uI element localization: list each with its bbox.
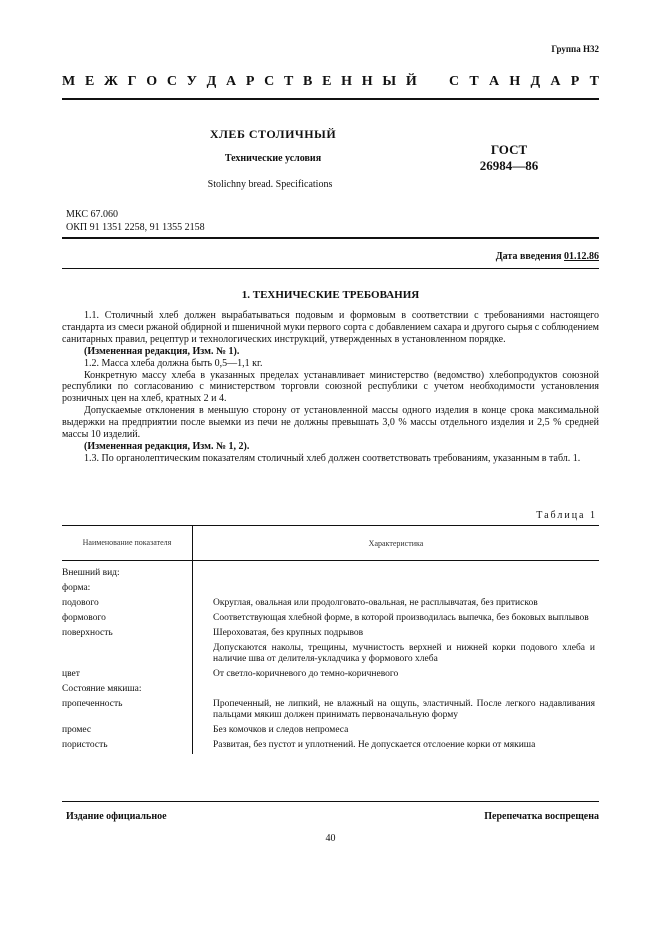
classification-codes — [66, 208, 205, 234]
banner-letter: С — [166, 74, 177, 89]
organoleptic-table — [62, 525, 599, 754]
table-row — [62, 668, 599, 683]
banner-letter: Р — [245, 74, 255, 89]
indicator-cell: пористость — [62, 739, 193, 754]
characteristic-cell: Соответствующая хлебной форме, в которой производилась выпечка, без боковых выплывов — [213, 613, 589, 623]
table-row — [62, 739, 599, 754]
banner-word-standard — [449, 74, 599, 90]
clause-paragraph: 1.2. Масса хлеба должна быть 0,5—1,1 кг. — [84, 357, 263, 369]
section-heading: 1. ТЕХНИЧЕСКИЕ ТРЕБОВАНИЯ — [241, 289, 420, 301]
reprint-prohibited-note: Перепечатка воспрещена — [484, 811, 599, 822]
banner-letter: Й — [405, 74, 417, 89]
banner-letter: Ы — [382, 74, 397, 89]
indicator-cell: форма: — [62, 582, 193, 597]
amendment-note: (Измененная редакция, Изм. № 1, 2). — [84, 440, 250, 452]
indicator-cell: подового — [62, 597, 193, 612]
banner-letter: Т — [283, 74, 294, 89]
indicator-cell — [62, 642, 193, 668]
intro-date-value: 01.12.86 — [564, 251, 599, 262]
banner-letter: А — [550, 74, 561, 89]
gost-number: 26984—86 — [479, 158, 539, 173]
characteristic-cell — [193, 582, 600, 597]
clause-paragraph: Допускаемые отклонения в меньшую сторону от установленной массы одного изделия в конце срока максимальной выдержки на предприятии после выемки из печи не должны превышать 3,0 % массы отдельного изделия и 2,5 % средней массы 10 изделий. — [62, 405, 599, 441]
indicator-cell: цвет — [62, 668, 193, 683]
intro-date-label: Дата введения — [495, 251, 564, 262]
characteristic-cell: Округлая, овальная или продолговато-овальная, не расплывчатая, без притисков — [213, 598, 538, 608]
okp-code: ОКП 91 1351 2258, 91 1355 2158 — [66, 222, 205, 233]
banner-letter: Т — [469, 74, 479, 89]
codes-rule — [62, 237, 599, 239]
amendment-note: (Измененная редакция, Изм. № 1). — [84, 345, 240, 357]
characteristic-cell: Развитая, без пустот и уплотнений. Не допускается отслоение корки от мякиша — [213, 740, 536, 750]
characteristic-cell: Шероховатая, без крупных подрывов — [213, 628, 364, 638]
banner-letter: С — [264, 74, 275, 89]
banner-letter: В — [303, 74, 313, 89]
banner-letter: Р — [570, 74, 580, 89]
official-edition-note: Издание официальное — [66, 811, 167, 822]
characteristic-cell: Без комочков и следов непромеса — [213, 725, 349, 735]
table-row — [62, 582, 599, 597]
table-header-row — [62, 526, 599, 561]
banner-letter: Н — [361, 74, 373, 89]
english-title: Stolichny bread. Specifications — [207, 179, 333, 190]
group-code: Группа Н32 — [551, 44, 599, 54]
table-label: Таблица 1 — [536, 510, 597, 521]
banner-letter: С — [449, 74, 460, 89]
indicator-cell: формового — [62, 612, 193, 627]
table-row — [62, 683, 599, 698]
indicator-cell: промес — [62, 724, 193, 739]
indicator-cell: поверхность — [62, 627, 193, 642]
characteristic-cell: Пропеченный, не липкий, не влажный на ощупь, эластичный. После легкого надавливания пальцами мякиш должен принимать первоначальную форму — [213, 699, 595, 720]
indicator-cell: Внешний вид: — [62, 561, 193, 583]
characteristic-cell: От светло-коричневого до темно-коричневого — [213, 669, 399, 679]
banner-letter: Ж — [104, 74, 118, 89]
table-row — [62, 642, 599, 668]
indicator-cell: Состояние мякиша: — [62, 683, 193, 698]
col-header-indicator: Наименование показателя — [62, 526, 193, 561]
table-row — [62, 627, 599, 642]
banner-letter: Н — [341, 74, 353, 89]
table-row — [62, 724, 599, 739]
document-title: ХЛЕБ СТОЛИЧНЫЙ — [209, 127, 337, 141]
date-rule — [62, 268, 599, 269]
characteristic-cell — [193, 561, 600, 583]
table-row — [62, 698, 599, 724]
clause-paragraph: 1.3. По органолептическим показателям столичный хлеб должен соответствовать требованиям, указанным в табл. 1. — [84, 452, 581, 464]
characteristic-cell — [193, 683, 600, 698]
header-rule — [62, 98, 599, 100]
banner-letter: Д — [206, 74, 217, 89]
banner-letter: О — [146, 74, 158, 89]
banner-letter: Г — [127, 74, 137, 89]
mks-code: МКС 67.060 — [66, 209, 118, 220]
banner-letter: Н — [509, 74, 521, 89]
footer-rule — [62, 801, 599, 802]
banner-letter: Т — [589, 74, 599, 89]
body-text — [62, 310, 599, 465]
clause-paragraph: 1.1. Столичный хлеб должен вырабатываться подовым и формовым в соответствии с требованиями настоящего стандарта из смеси ржаной обдирной и пшеничной муки первого сорта с добавлением сахара и другого сырья с соблюдением санитарных правил, рецептур и технологических инструкций, утвержденных в установленном порядке. — [62, 310, 599, 345]
banner-letter: Е — [322, 74, 332, 89]
col-header-characteristic: Характеристика — [193, 526, 600, 561]
table-row — [62, 561, 599, 583]
table-row — [62, 597, 599, 612]
intro-date — [496, 251, 599, 262]
gost-designation — [464, 142, 554, 174]
banner-letter: У — [186, 74, 197, 89]
clause-paragraph: Конкретную массу хлеба в указанных пределах устанавливает министерство (ведомство) хлебопродуктов союзной республики по согласованию с министерством торговли союзной республики с учетом необходимости установления розничных цен на хлеб, кратных 2 и 4. — [62, 369, 599, 405]
characteristic-cell: Допускаются наколы, трещины, мучнистость верхней и нижней корки подового хлеба и наличие шва от делителя-укладчика у формового хлеба — [213, 643, 595, 664]
banner-letter: Е — [84, 74, 95, 89]
banner-letter: А — [488, 74, 500, 89]
table-row — [62, 612, 599, 627]
indicator-cell: пропеченность — [62, 698, 193, 724]
standard-banner — [62, 74, 599, 90]
banner-letter: А — [226, 74, 237, 89]
gost-label: ГОСТ — [490, 142, 528, 157]
banner-letter: Д — [530, 74, 541, 89]
banner-letter: М — [62, 74, 76, 89]
banner-word-interstate — [62, 74, 417, 90]
page-number: 40 — [325, 833, 336, 844]
document-subtitle: Технические условия — [224, 153, 322, 164]
